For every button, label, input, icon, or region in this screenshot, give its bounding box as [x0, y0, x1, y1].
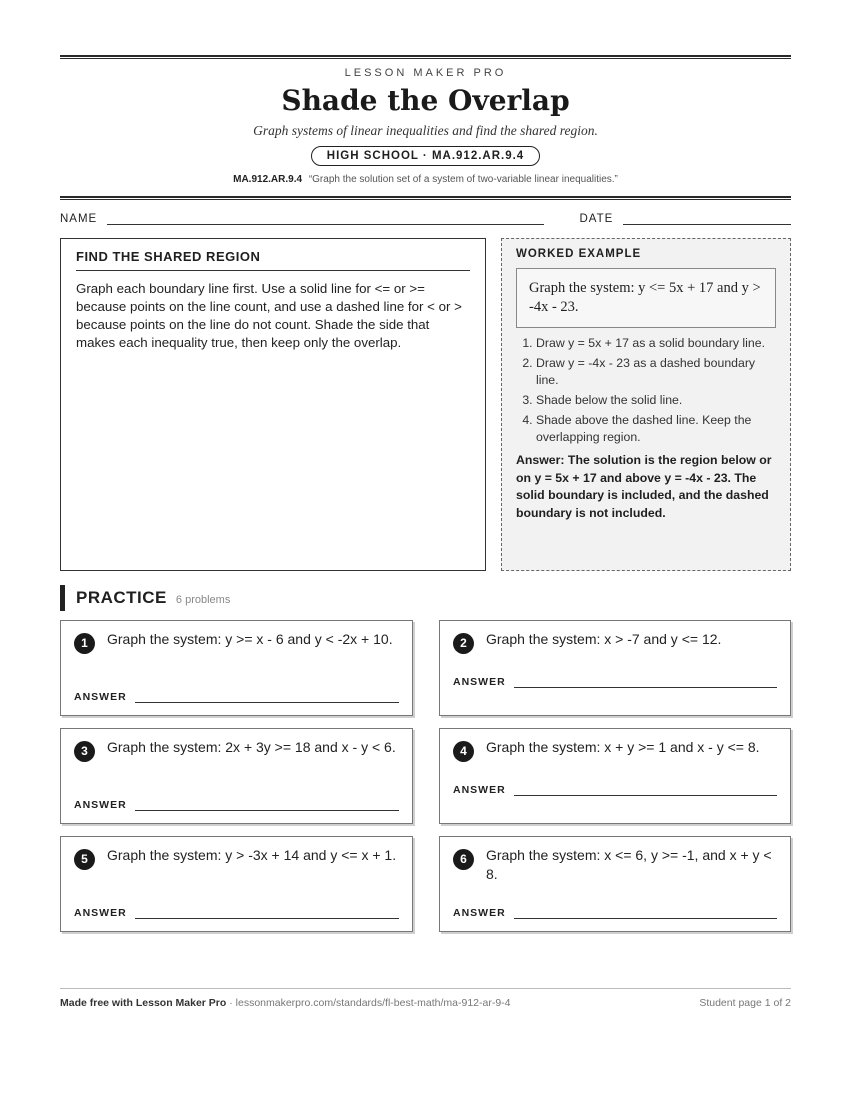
- problem-text: Graph the system: x > -7 and y <= 12.: [486, 631, 722, 647]
- answer-label: ANSWER: [453, 784, 506, 796]
- problem-text: Graph the system: y >= x - 6 and y < -2x + 10.: [107, 631, 393, 647]
- page-footer: [60, 988, 791, 1009]
- footer-credit: [60, 997, 511, 1009]
- date-label: DATE: [579, 213, 614, 225]
- answer-line[interactable]: [135, 810, 399, 811]
- brand-name: LESSON MAKER PRO: [344, 67, 507, 79]
- name-label: NAME: [60, 213, 98, 225]
- answer-label: ANSWER: [453, 676, 506, 688]
- answer-label: ANSWER: [453, 907, 506, 919]
- practice-header: [60, 585, 791, 611]
- page-title: Shade the Overlap: [281, 84, 570, 117]
- name-field[interactable]: [107, 224, 544, 225]
- standard-text: “Graph the solution set of a system of two-variable linear inequalities.”: [308, 174, 618, 185]
- practice-grid: [60, 620, 791, 932]
- worked-step: 1. Draw y = 5x + 17 as a solid boundary line.: [536, 335, 776, 352]
- answer-label: ANSWER: [74, 799, 127, 811]
- name-date-row: [60, 213, 791, 225]
- problem-number: 5: [74, 849, 95, 870]
- shared-region-body: Graph each boundary line first. Use a solid line for <= or >= because points on the line count, and use a dashed line for < or > because points on the line do not count. Shade the side that makes each inequality true, then keep only the overlap.: [76, 281, 462, 350]
- answer-row: [453, 676, 777, 688]
- worked-example-steps: [516, 335, 776, 446]
- problem-text: Graph the system: y > -3x + 14 and y <= x + 1.: [107, 847, 397, 863]
- problem-number: 4: [453, 741, 474, 762]
- answer-line[interactable]: [514, 687, 777, 688]
- answer-line[interactable]: [135, 702, 399, 703]
- problem-text: Graph the system: 2x + 3y >= 18 and x - y < 6.: [107, 739, 396, 755]
- shared-region-title: FIND THE SHARED REGION: [76, 249, 470, 271]
- footer-url[interactable]: · lessonmakerpro.com/standards/fl-best-math/ma-912-ar-9-4: [226, 997, 511, 1009]
- worked-step: 3. Shade below the solid line.: [536, 392, 776, 409]
- problem-text: Graph the system: x + y >= 1 and x - y <= 8.: [486, 739, 760, 755]
- practice-title: PRACTICE: [76, 588, 167, 607]
- worked-step: 2. Draw y = -4x - 23 as a dashed boundary line.: [536, 355, 776, 389]
- problem-card: [439, 728, 791, 824]
- header-rule: [60, 196, 791, 200]
- footer-made: Made free with Lesson Maker Pro: [60, 997, 227, 1009]
- problem-card: [439, 620, 791, 716]
- worked-example-box: [501, 238, 791, 571]
- answer-row: [453, 784, 777, 796]
- date-field[interactable]: [623, 224, 791, 225]
- answer-line[interactable]: [514, 918, 777, 919]
- answer-row: [74, 799, 399, 811]
- problem-number: 3: [74, 741, 95, 762]
- grade-standard-badge: HIGH SCHOOL · MA.912.AR.9.4: [311, 146, 540, 166]
- standard-description: [60, 174, 791, 185]
- worksheet-page: [60, 55, 791, 932]
- answer-row: [453, 907, 777, 919]
- instruction-boxes: [60, 238, 791, 571]
- problem-number: 6: [453, 849, 474, 870]
- practice-count: 6 problems: [175, 594, 231, 606]
- problem-card: [60, 620, 413, 716]
- worked-step: 4. Shade above the dashed line. Keep the overlapping region.: [536, 412, 776, 446]
- problem-number: 1: [74, 633, 95, 654]
- answer-line[interactable]: [135, 918, 399, 919]
- answer-label: ANSWER: [74, 691, 127, 703]
- page-subtitle: Graph systems of linear inequalities and find the shared region.: [253, 123, 598, 138]
- footer-page-number: Student page 1 of 2: [699, 997, 791, 1009]
- problem-card: [60, 728, 413, 824]
- worked-example-problem: Graph the system: y <= 5x + 17 and y > -4x - 23.: [516, 268, 776, 328]
- shared-region-box: [60, 238, 486, 571]
- problem-text: Graph the system: x <= 6, y >= -1, and x + y < 8.: [486, 847, 772, 882]
- standard-code: MA.912.AR.9.4: [233, 174, 303, 185]
- problem-number: 2: [453, 633, 474, 654]
- top-rule: [60, 55, 791, 59]
- worked-example-answer: Answer: The solution is the region below or on y = 5x + 17 and above y = -4x - 23. The solid boundary is included, and the dashed boundary is not included.: [516, 453, 772, 520]
- worked-example-title: WORKED EXAMPLE: [516, 248, 642, 260]
- answer-line[interactable]: [514, 795, 777, 796]
- problem-card: [439, 836, 791, 932]
- answer-row: [74, 691, 399, 703]
- problem-card: [60, 836, 413, 932]
- answer-row: [74, 907, 399, 919]
- answer-label: ANSWER: [74, 907, 127, 919]
